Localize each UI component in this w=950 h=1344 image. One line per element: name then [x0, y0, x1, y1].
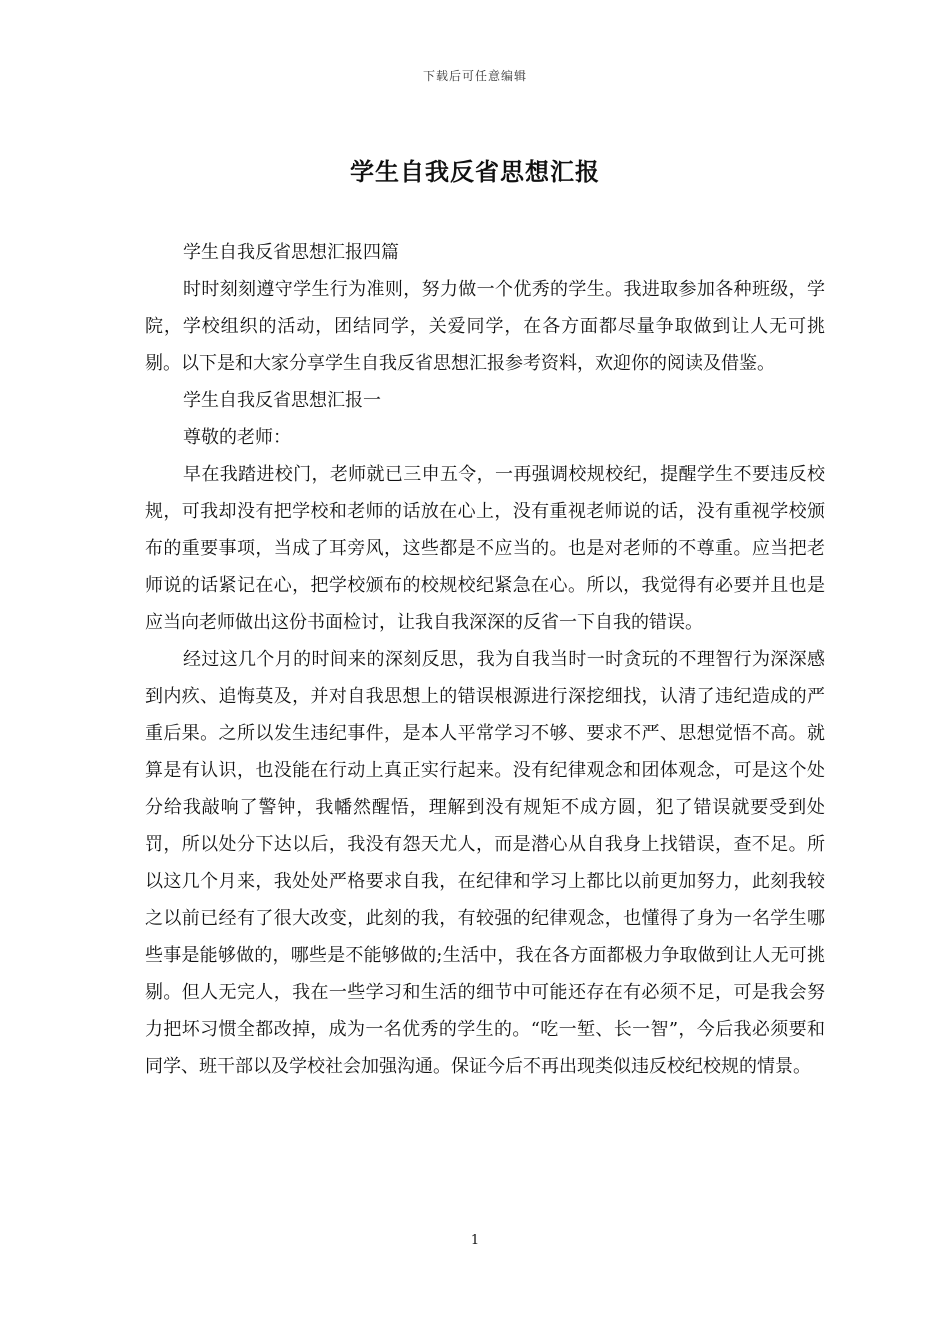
salutation: 尊敬的老师：	[183, 427, 291, 448]
section-heading: 学生自我反省思想汇报一	[183, 390, 381, 411]
page-number: 1	[470, 1233, 480, 1248]
subtitle-paragraph: 学生自我反省思想汇报四篇	[183, 242, 399, 263]
body-paragraph: 经过这几个月的时间来的深刻反思，我为自我当时一时贪玩的不理智行为深深感到内疚、追悔莫及，并对自我思想上的错误根源进行深挖细找，认清了违纪造成的严重后果。之所以发生违纪事件，是本人平常学习不够、要求不严、思想觉悟不高。就算是有认识，也没能在行动上真正实行起来。没有纪律观念和团体观念，可是这个处分给我敲响了警钟，我幡然醒悟，理解到没有规矩不成方圆，犯了错误就要受到处罚，所以处分下达以后，我没有怨天尤人，而是潜心从自我身上找错误，查不足。所以这几个月来，我处处严格要求自我，在纪律和学习上都比以前更加努力，此刻我较之以前已经有了很大改变，此刻的我，有较强的纪律观念，也懂得了身为一名学生哪些事是能够做的，哪些是不能够做的;生活中，我在各方面都极力争取做到让人无可挑剔。但人无完人，我在一些学习和生活的细节中可能还存在有必须不足，可是我会努力把坏习惯全都改掉，成为一名优秀的学生的。“吃一堑、长一智”，今后我必须要和同学、班干部以及学校社会加强沟通。保证今后不再出现类似违反校纪校规的情景。	[145, 649, 825, 1077]
intro-paragraph: 时时刻刻遵守学生行为准则，努力做一个优秀的学生。我进取参加各种班级，学院，学校组织的活动，团结同学，关爱同学，在各方面都尽量争取做到让人无可挑剔。以下是和大家分享学生自我反省思想汇报参考资料，欢迎你的阅读及借鉴。	[145, 279, 825, 374]
header-note: 下载后可任意编辑	[422, 69, 527, 83]
document-title: 学生自我反省思想汇报	[350, 157, 600, 186]
document-body	[145, 234, 825, 1085]
body-paragraph: 早在我踏进校门，老师就已三申五令，一再强调校规校纪，提醒学生不要违反校规，可我却没有把学校和老师的话放在心上，没有重视老师说的话，没有重视学校颁布的重要事项，当成了耳旁风，这些都是不应当的。也是对老师的不尊重。应当把老师说的话紧记在心，把学校颁布的校规校纪紧急在心。所以，我觉得有必要并且也是应当向老师做出这份书面检讨，让我自我深深的反省一下自我的错误。	[145, 464, 825, 633]
